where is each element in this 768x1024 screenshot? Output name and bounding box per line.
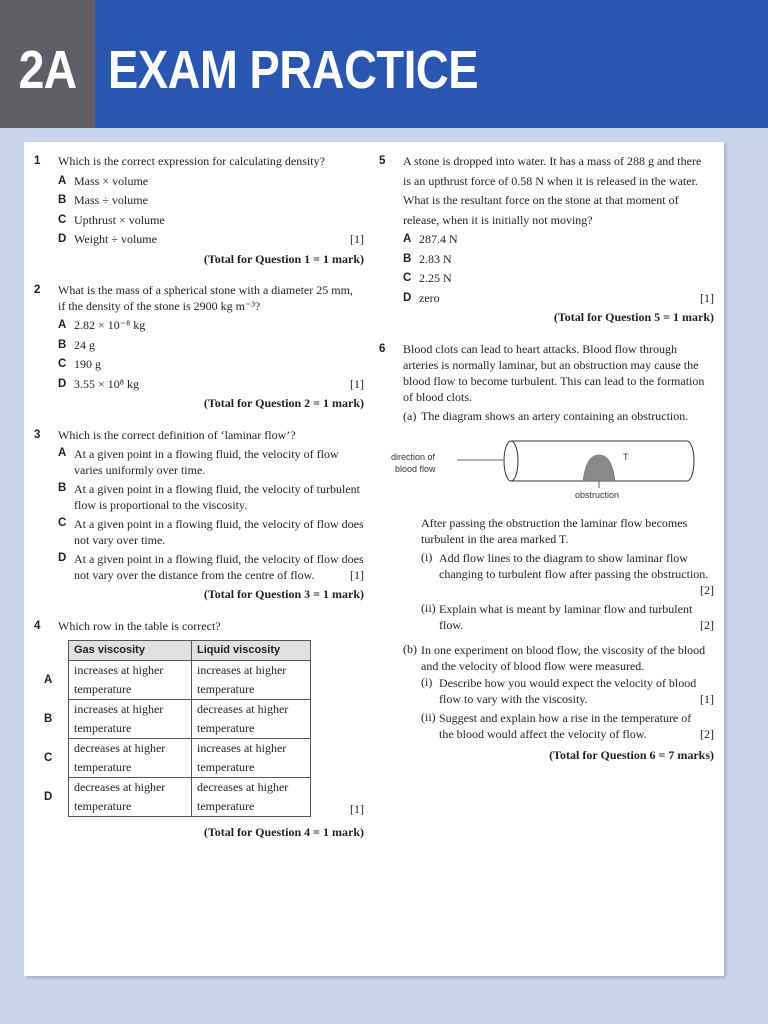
option-b [403, 250, 714, 270]
mark-value: [1] [350, 801, 364, 816]
mark-value: [1] [350, 232, 364, 246]
option-letter: C [403, 272, 412, 284]
option-letter: D [58, 552, 67, 564]
table-cell: decreases at higher [197, 702, 289, 716]
row-letter: D [44, 790, 53, 803]
artery-opening [504, 441, 518, 481]
option-text: 287.4 N [419, 232, 458, 246]
option-text: Upthrust × volume [74, 212, 165, 227]
question-number: 6 [379, 342, 386, 355]
table-cell: decreases at higher [74, 780, 166, 794]
part-a-i [421, 549, 714, 600]
part-b-i [421, 674, 714, 709]
part-text-line: and the velocity of blood flow were measured. [421, 659, 645, 673]
part-label: (i) [421, 675, 433, 689]
question-text: Which is the correct expression for calculating density? [58, 154, 325, 168]
unit-code: 2A [18, 40, 77, 100]
option-letter: B [403, 252, 412, 265]
option-letter: A [403, 233, 412, 245]
row-letter: B [44, 712, 53, 725]
mark-value: [1] [350, 568, 364, 582]
part-text-line: Add flow lines to the diagram to show laminar flow [439, 551, 688, 565]
table-row [44, 739, 311, 778]
question-6 [379, 340, 714, 766]
option-letter: A [58, 447, 67, 459]
mark-value: [1] [350, 376, 364, 391]
part-label: (ii) [421, 710, 436, 724]
option-text-line-2: not vary over the distance from the centre of flow. [74, 568, 315, 582]
row-letter: A [44, 673, 53, 686]
question-3 [34, 426, 364, 605]
part-text-line: the blood would affect the velocity of flow. [439, 727, 647, 741]
question-text: Which is the correct definition of ‘laminar flow’? [58, 427, 296, 442]
option-letter: B [58, 194, 67, 206]
question-text-line: A stone is dropped into water. It has a mass of 288 g and there [403, 154, 702, 168]
part-text-line: flow. [439, 618, 464, 632]
question-number: 5 [379, 155, 386, 167]
table-cell: increases at higher [74, 663, 164, 677]
table-cell: temperature [197, 799, 255, 813]
table-cell: temperature [197, 760, 255, 774]
part-text-line: Explain what is meant by laminar flow and turbulent [439, 602, 693, 616]
question-text-line-1: What is the mass of a spherical stone with a diameter 25 mm, [58, 283, 353, 297]
table-cell: increases at higher [197, 741, 287, 755]
option-text-line-1: At a given point in a flowing fluid, the velocity of flow does [74, 517, 364, 531]
viscosity-table [44, 640, 311, 817]
artery-diagram [391, 430, 714, 508]
left-column [34, 152, 364, 843]
question-total: (Total for Question 6 = 7 marks) [549, 748, 714, 762]
question-5 [379, 152, 714, 328]
option-c [403, 269, 714, 289]
question-2 [34, 281, 364, 414]
part-text-line: changing to turbulent flow after passing the obstruction. [439, 567, 709, 581]
option-text: 2.83 N [419, 251, 452, 266]
option-letter: B [58, 482, 67, 494]
mark-value: [2] [700, 618, 714, 632]
part-b-ii [421, 709, 714, 744]
option-text: Mass ÷ volume [74, 193, 148, 207]
option-a [58, 316, 364, 336]
table-cell: decreases at higher [197, 780, 289, 794]
part-text-line: In one experiment on blood flow, the viscosity of the blood [421, 643, 706, 657]
option-letter: C [58, 213, 67, 226]
obstruction-shape [583, 455, 615, 481]
option-text: Weight ÷ volume [74, 232, 157, 246]
turbulence-region-label: T [623, 452, 629, 462]
table-cell: increases at higher [197, 663, 287, 677]
table-row [44, 778, 311, 817]
option-letter: D [403, 291, 412, 304]
table-cell: temperature [197, 721, 255, 735]
option-a [58, 445, 364, 480]
question-number: 2 [34, 284, 41, 296]
option-b [58, 336, 364, 356]
part-b [403, 641, 714, 746]
part-text-line: Suggest and explain how a rise in the temperature of [439, 711, 692, 725]
option-letter: D [58, 377, 67, 390]
option-text: 2.82 × 10⁻⁸ kg [74, 318, 146, 332]
table-cell: temperature [74, 760, 132, 774]
question-text-line: blood flow to become turbulent. This can lead to the formation [403, 373, 705, 388]
option-text-line-2: not vary over time. [74, 533, 166, 547]
option-d [58, 230, 364, 250]
part-text: The diagram shows an artery containing an obstruction. [421, 408, 689, 423]
part-label: (a) [403, 408, 417, 423]
right-column [379, 152, 714, 766]
question-4 [34, 617, 364, 843]
table-header: Liquid viscosity [192, 641, 311, 661]
option-text: 24 g [74, 337, 95, 352]
direction-label-line-1: direction of [391, 452, 436, 462]
table-row [44, 661, 311, 700]
question-text-line: of blood clots. [403, 389, 472, 404]
part-a-text-line: After passing the obstruction the laminar flow becomes [421, 516, 688, 530]
option-text-line-1: At a given point in a flowing fluid, the velocity of turbulent [74, 482, 360, 496]
question-1 [34, 152, 364, 269]
part-text-line: Describe how you would expect the velocity of blood [439, 676, 697, 690]
option-b [58, 480, 364, 515]
page-header [0, 0, 768, 128]
option-letter: B [58, 338, 67, 351]
question-text-line-2: if the density of the stone is 2900 kg m⁻³? [58, 299, 261, 313]
question-number: 1 [34, 155, 41, 167]
row-letter: C [44, 751, 53, 764]
option-text: 3.55 × 10⁸ kg [74, 376, 139, 391]
obstruction-label: obstruction [575, 490, 620, 500]
part-a [403, 407, 714, 427]
option-c [58, 355, 364, 375]
question-text: Which row in the table is correct? [58, 618, 221, 633]
option-letter: C [58, 358, 67, 370]
option-text: Mass × volume [74, 173, 149, 188]
page-title: EXAM PRACTICE [108, 40, 479, 100]
option-letter: A [58, 174, 67, 187]
option-c [58, 211, 364, 231]
table-cell: temperature [197, 682, 255, 696]
question-number: 3 [34, 428, 41, 441]
artery-end [687, 441, 694, 481]
mark-value: [1] [700, 692, 714, 706]
option-a [403, 230, 714, 250]
option-c [58, 515, 364, 550]
option-text: zero [419, 290, 440, 305]
question-text-line: is an upthrust force of 0.58 N when it is released in the water. [403, 173, 698, 188]
option-d [403, 289, 714, 309]
table-cell: decreases at higher [74, 741, 166, 755]
table-cell: temperature [74, 682, 132, 696]
option-a [58, 172, 364, 192]
option-letter: C [58, 517, 67, 529]
part-label: (i) [421, 550, 433, 564]
exam-sheet [24, 142, 724, 976]
question-total: (Total for Question 1 = 1 mark) [203, 251, 364, 266]
question-total: (Total for Question 3 = 1 mark) [203, 587, 364, 601]
option-letter: A [58, 319, 67, 331]
table-cell: temperature [74, 799, 132, 813]
direction-label-line-2: blood flow [395, 464, 436, 474]
question-text-line: What is the resultant force on the stone at that moment of [403, 193, 679, 207]
option-letter: D [58, 233, 67, 245]
unit-box [0, 0, 95, 128]
mark-value: [2] [700, 727, 714, 741]
question-text-line: release, when it is initially not moving? [403, 212, 593, 227]
question-total: (Total for Question 4 = 1 mark) [203, 825, 364, 839]
option-text-line-2: varies uniformly over time. [74, 463, 206, 477]
mark-value: [2] [700, 583, 714, 597]
option-text-line-1: At a given point in a flowing fluid, the velocity of flow [74, 447, 339, 461]
option-d [58, 375, 364, 395]
question-number: 4 [34, 619, 41, 632]
option-text-line-2: flow is proportional to the viscosity. [74, 498, 248, 512]
option-text-line-1: At a given point in a flowing fluid, the velocity of flow does [74, 552, 364, 566]
option-d [58, 550, 364, 585]
question-total: (Total for Question 2 = 1 mark) [203, 396, 364, 410]
question-text-line: Blood clots can lead to heart attacks. Blood flow through [403, 341, 677, 356]
table-cell: increases at higher [74, 702, 164, 716]
part-a-ii [421, 600, 714, 635]
option-text: 2.25 N [419, 271, 452, 285]
part-a-text-line: turbulent in the area marked T. [421, 532, 569, 546]
part-text-line: flow to vary with the viscosity. [439, 692, 588, 706]
question-total: (Total for Question 5 = 1 mark) [553, 310, 714, 324]
option-b [58, 191, 364, 211]
option-text: 190 g [74, 357, 101, 371]
artery-diagram-svg [391, 430, 713, 508]
table-row [44, 700, 311, 739]
question-text-line: arteries is normally laminar, but an obstruction may cause the [403, 357, 699, 372]
table-header: Gas viscosity [69, 641, 192, 661]
part-label: (b) [403, 642, 417, 656]
part-label: (ii) [421, 601, 436, 615]
mark-value: [1] [700, 290, 714, 305]
table-cell: temperature [74, 721, 132, 735]
